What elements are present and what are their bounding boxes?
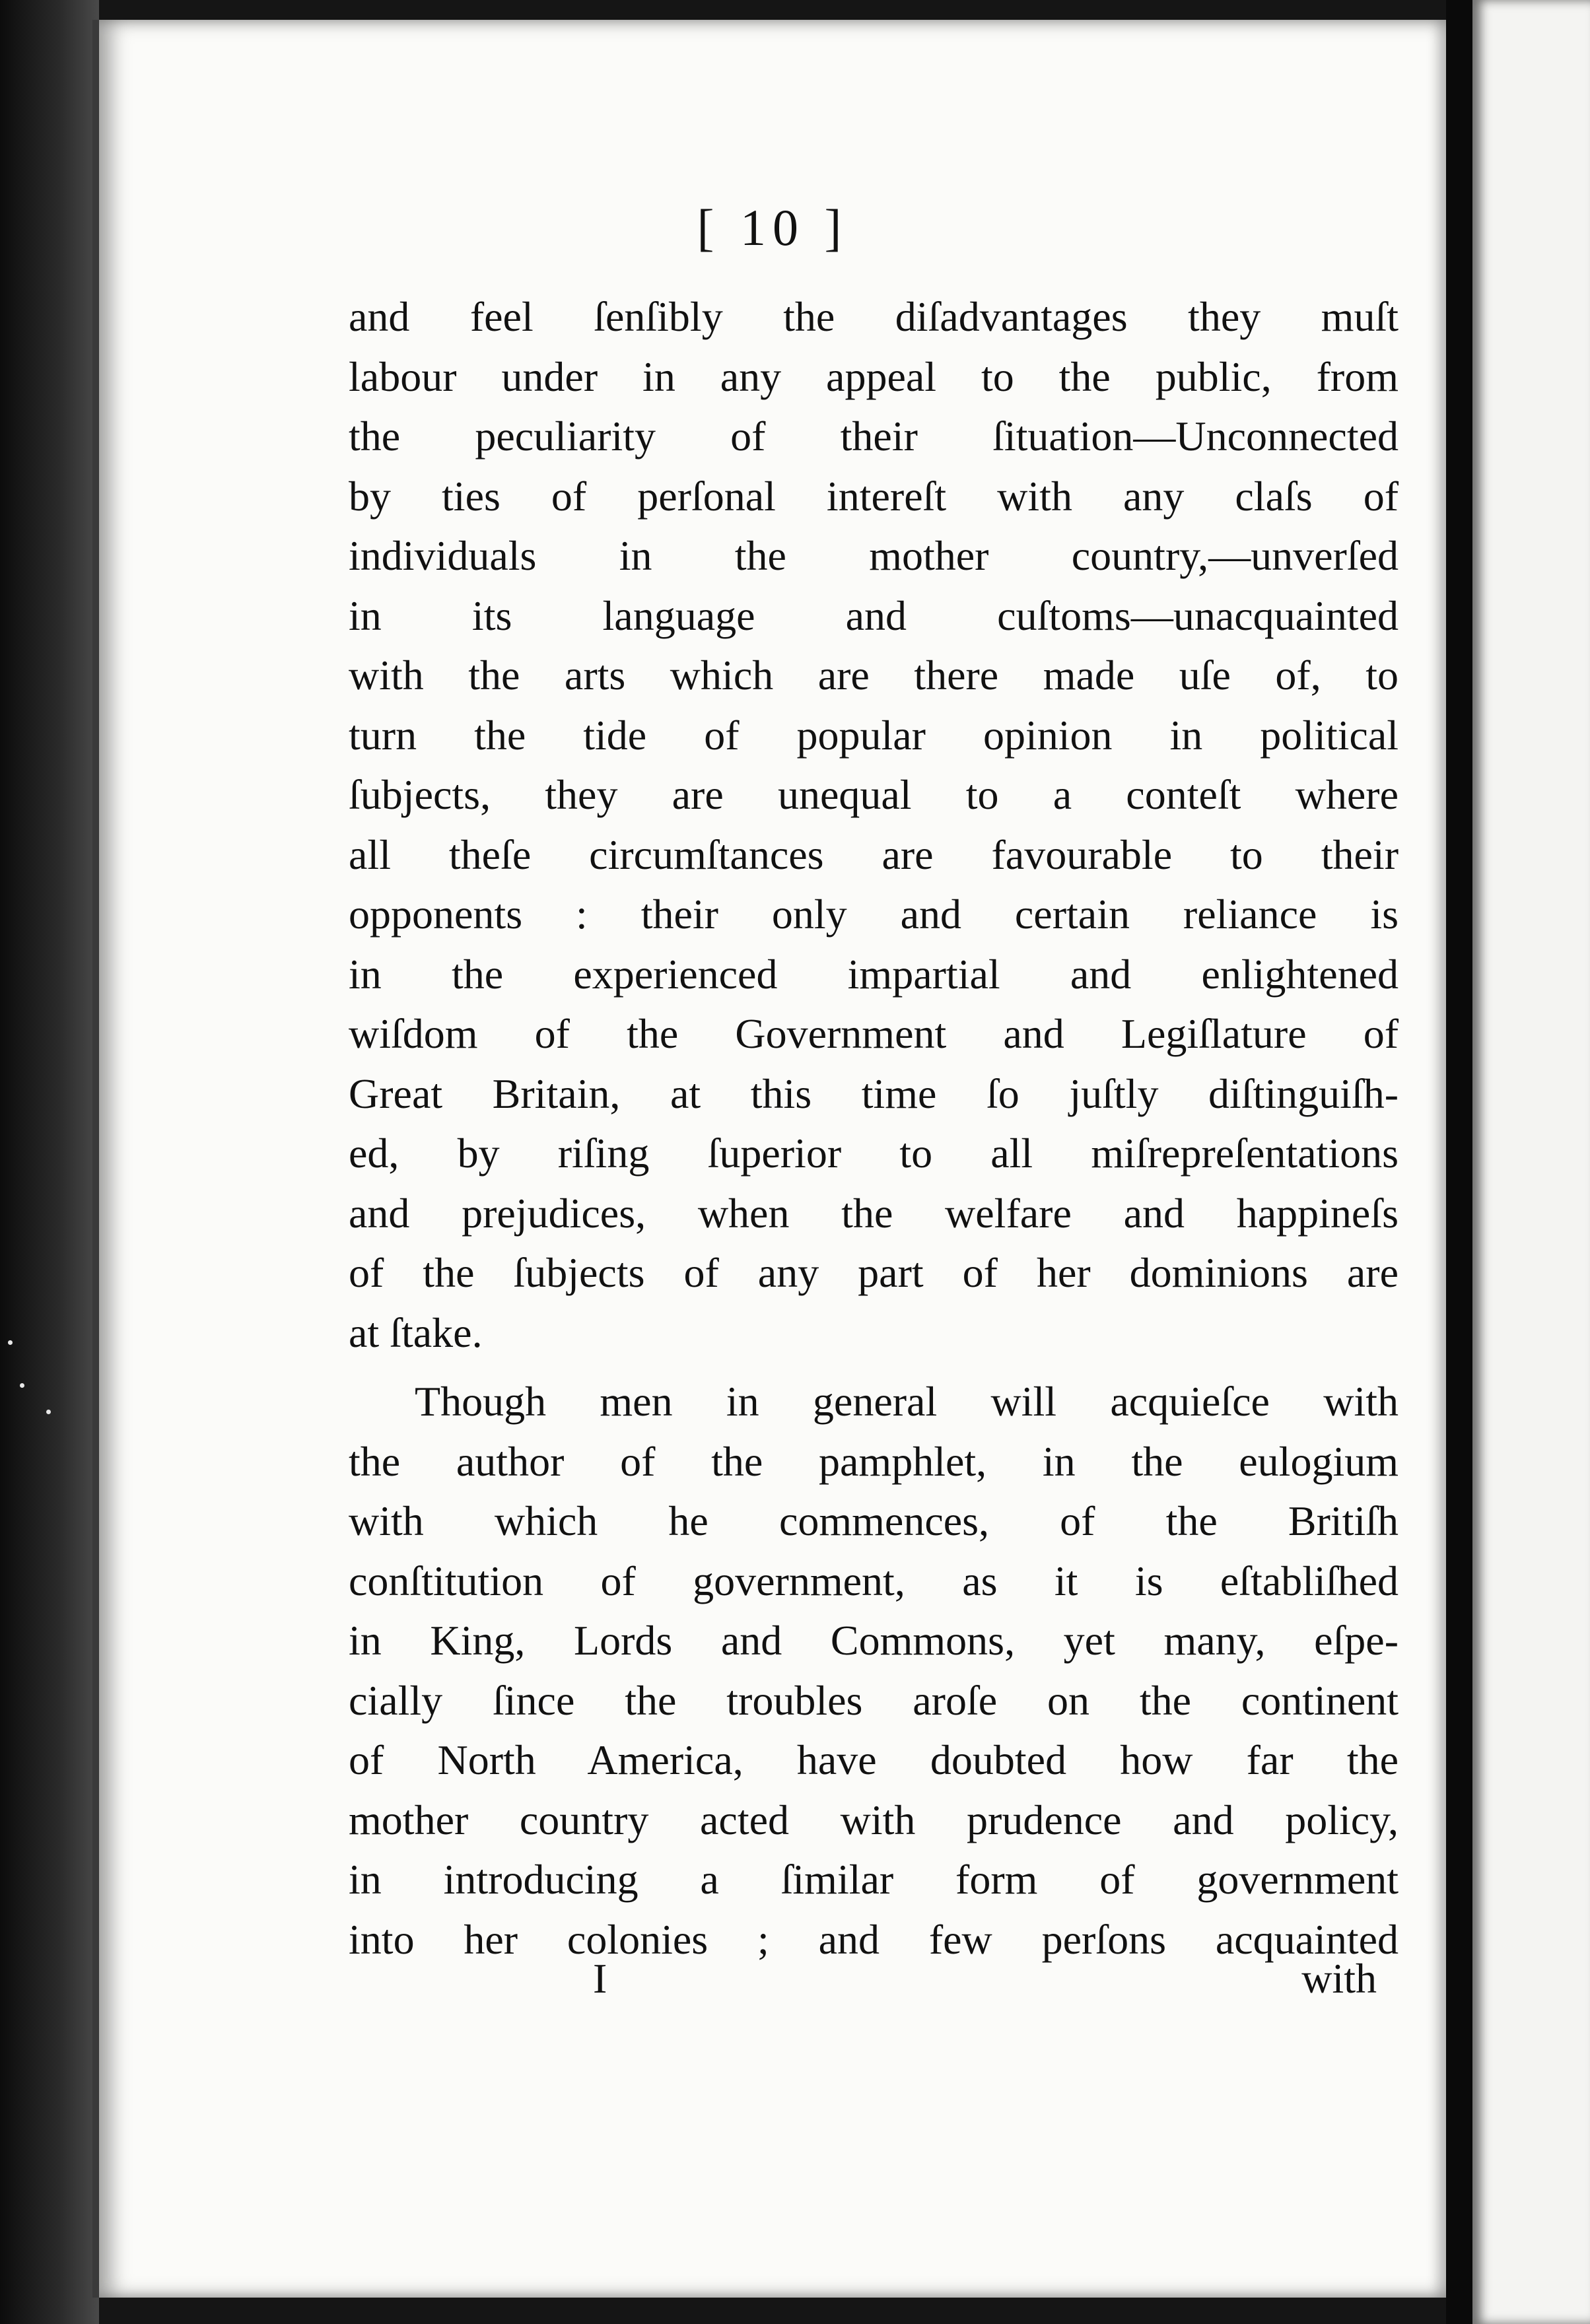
text-line: in its language and cuſtoms—unacquainted [349, 592, 1399, 639]
text-line: all theſe circumſtances are favourable to their [349, 831, 1399, 878]
text-line: of the ſubjects of any part of her dominions are [349, 1249, 1399, 1296]
text-line: of North America, have doubted how far the [349, 1736, 1399, 1783]
text-line: cially ſince the troubles aroſe on the continent [349, 1676, 1399, 1724]
text-line: ſubjects, they are unequal to a conteſt where [349, 771, 1399, 818]
text-line: in King, Lords and Commons, yet many, eſpe- [349, 1617, 1399, 1664]
text-line: and prejudices, when the welfare and happineſs [349, 1189, 1399, 1237]
catchword: with [1301, 1955, 1377, 2002]
signature-mark: I [593, 1955, 607, 2002]
text-line: opponents : their only and certain reliance is [349, 891, 1399, 938]
text-line: individuals in the mother country,—unverſed [349, 532, 1399, 579]
text-line: the peculiarity of their ſituation—Unconnected [349, 413, 1399, 460]
speck [8, 1340, 13, 1345]
text-line: with the arts which are there made uſe of, to [349, 652, 1399, 699]
paragraph-2 [349, 1372, 1399, 1969]
text-line: Great Britain, at this time ſo juſtly diſtinguiſh- [349, 1070, 1399, 1117]
text-line: labour under in any appeal to the public, from [349, 353, 1399, 400]
speck [46, 1410, 51, 1414]
text-line: in introducing a ſimilar form of government [349, 1856, 1399, 1903]
text-line: wiſdom of the Government and Legiſlature of [349, 1010, 1399, 1057]
text-line: at ſtake. [349, 1309, 483, 1356]
text-line: mother country acted with prudence and policy, [349, 1796, 1399, 1843]
book-page [92, 20, 1446, 2298]
text-line: turn the tide of popular opinion in political [349, 711, 1399, 759]
text-line: by ties of perſonal intereſt with any claſs of [349, 472, 1399, 520]
paragraph-1 [349, 287, 1399, 1363]
book-gutter [1446, 0, 1472, 2324]
body-text [349, 287, 1399, 1969]
text-line: with which he commences, of the Britiſh [349, 1497, 1399, 1544]
page-number-header: [ 10 ] [697, 199, 848, 256]
facing-page-edge [1472, 0, 1590, 2324]
text-line: into her colonies ; and few perſons acquainted [349, 1915, 1399, 1963]
paragraph-gap [349, 1363, 1399, 1372]
text-line: conſtitution of government, as it is eſtabliſhed [349, 1557, 1399, 1604]
text-line: Though men in general will acquieſce with [415, 1378, 1399, 1425]
text-line: the author of the pamphlet, in the eulogium [349, 1437, 1399, 1485]
text-line: in the experienced impartial and enlightened [349, 950, 1399, 998]
text-line: ed, by riſing ſuperior to all miſrepreſentations [349, 1130, 1399, 1177]
scan-left-edge [0, 0, 99, 2324]
speck [20, 1383, 24, 1388]
text-line: and feel ſenſibly the diſadvantages they muſt [349, 293, 1399, 340]
